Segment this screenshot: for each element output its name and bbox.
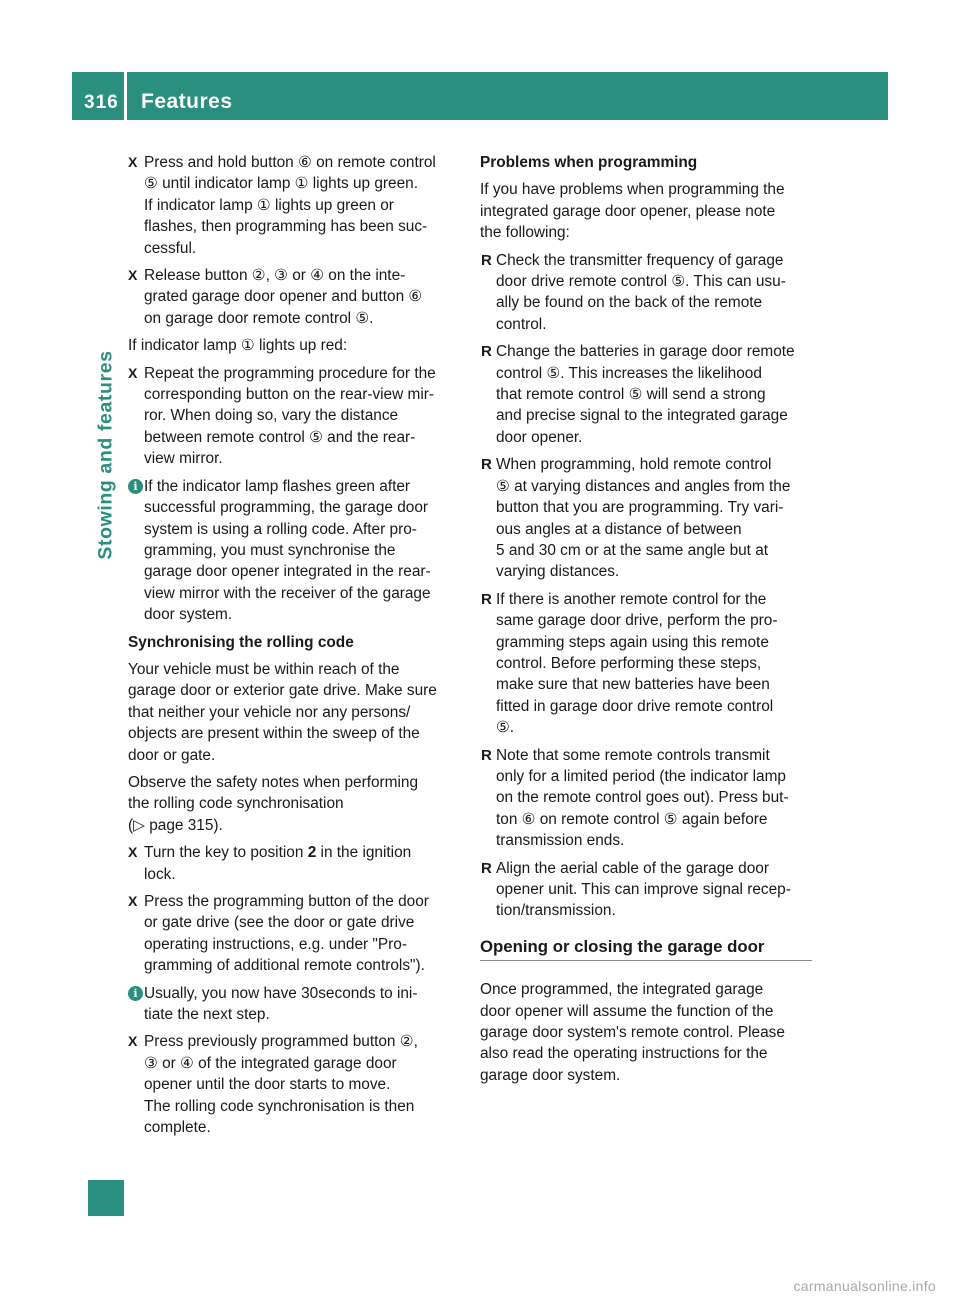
text-line: same garage door drive, perform the pro- (496, 612, 778, 630)
side-tab-marker (88, 1180, 124, 1216)
text-line: tiate the next step. (144, 1006, 270, 1024)
step-release (128, 265, 462, 329)
bullet-marker: R (481, 456, 492, 474)
sync-paragraph (128, 659, 462, 766)
step-marker: X (128, 844, 138, 861)
text-line: transmission ends. (496, 832, 625, 850)
text-line: view mirror with the receiver of the garage (144, 584, 431, 602)
text-line: Check the transmitter frequency of garage (496, 251, 784, 269)
text-line: ror. When doing so, vary the distance (144, 407, 399, 425)
problems-heading: Problems when programming (480, 154, 698, 171)
opening-paragraph (480, 979, 814, 1086)
watermark: carmanualsonline.info (793, 1278, 936, 1294)
text-line: The rolling code synchronisation is then (144, 1097, 415, 1115)
text-line: gramming steps again using this remote (496, 633, 769, 651)
text-line (144, 842, 462, 863)
section-title: Features (141, 90, 233, 113)
text-line: If you have problems when programming the (480, 181, 785, 199)
step-marker: X (128, 1033, 138, 1050)
text-line: ous angles at a distance of between (496, 520, 742, 538)
text-line: Change the batteries in garage door remote (496, 343, 795, 361)
text-line: fitted in garage door drive remote control (496, 697, 774, 715)
text-line: view mirror. (144, 450, 223, 468)
text-line: Press the programming button of the door (144, 893, 429, 910)
text-line: Release button ②, ③ or ④ on the inte- (144, 267, 406, 285)
text-line: successful programming, the garage door (144, 499, 429, 517)
text-line: control ⑤. This increases the likelihood (496, 364, 762, 382)
sync-heading: Synchronising the rolling code (128, 633, 354, 651)
bullet-check-frequency (480, 250, 814, 336)
text-line: ton ⑥ on remote control ⑤ again before (496, 810, 768, 828)
text-line: If the indicator lamp flashes green after (144, 477, 411, 495)
info-rolling-code (128, 476, 462, 626)
text-line: system is using a rolling code. After pro- (144, 520, 417, 538)
text-line: that neither your vehicle nor any persons/ (128, 703, 411, 721)
text-line: tion/transmission. (496, 902, 616, 920)
header-divider (124, 72, 127, 120)
text-line: objects are present within the sweep of the (128, 725, 420, 743)
text-line: gramming, you must synchronise the (144, 541, 396, 559)
bullet-another-remote (480, 589, 814, 739)
bullet-marker: R (481, 343, 492, 361)
text-line: gramming of additional remote controls"). (144, 957, 425, 975)
side-tab-label: Stowing and features (94, 350, 117, 560)
key-position: 2 (307, 844, 317, 862)
text-line: garage door system's remote control. Please (480, 1024, 785, 1042)
text-line: that remote control ⑤ will send a strong (496, 386, 766, 404)
text-line: opener until the door starts to move. (144, 1076, 391, 1094)
text-line: the following: (480, 224, 570, 242)
text-line: complete. (144, 1119, 211, 1137)
right-column (480, 152, 814, 1092)
text-line: ally be found on the back of the remote (496, 294, 763, 312)
bullet-marker: R (481, 859, 492, 877)
text-line: and precise signal to the integrated garage (496, 407, 788, 425)
text-line: 5 and 30 cm or at the same angle but at (496, 541, 769, 559)
bullet-change-batteries (480, 341, 814, 448)
step-press-door-button (128, 891, 462, 977)
opening-heading: Opening or closing the garage door (480, 936, 812, 961)
page-reference-link[interactable]: (▷ page 315). (128, 816, 223, 834)
text-line: on garage door remote control ⑤. (144, 309, 374, 327)
text-line: Note that some remote controls transmit (496, 746, 770, 764)
text-line: garage door or exterior gate drive. Make sure (128, 682, 437, 700)
text-line: lock. (144, 865, 176, 883)
text-line: corresponding button on the rear-view mir- (144, 386, 434, 404)
text-line: ③ or ④ of the integrated garage door (144, 1054, 397, 1072)
text-line: If there is another remote control for the (496, 590, 767, 608)
text-line: grated garage door opener and button ⑥ (144, 288, 423, 306)
step-marker: X (128, 364, 138, 381)
text-line: control. (496, 315, 547, 333)
text-line: cessful. (144, 239, 197, 257)
text-line: on the remote control goes out). Press but- (496, 789, 789, 807)
text-line: also read the operating instructions for the (480, 1045, 768, 1063)
text-line: Usually, you now have 30seconds to ini- (144, 984, 418, 1002)
text-span: Turn the key to position (144, 844, 308, 862)
left-column (128, 152, 462, 1144)
text-line: make sure that new batteries have been (496, 676, 770, 694)
text-line: Repeat the programming procedure for the (144, 364, 436, 382)
text-line: garage door system. (480, 1066, 621, 1084)
text-line: door opener. (496, 428, 583, 446)
text-line: If indicator lamp ① lights up green or (144, 196, 394, 214)
text-line: ⑤ until indicator lamp ① lights up green. (144, 175, 418, 193)
info-icon: i (128, 986, 143, 1001)
info-icon: i (128, 479, 143, 494)
step-turn-key (128, 842, 462, 885)
text-line: door or gate. (128, 746, 216, 764)
text-line: garage door opener integrated in the rear- (144, 563, 431, 581)
text-line: control. Before performing these steps, (496, 654, 762, 672)
text-line: the rolling code synchronisation (128, 795, 344, 813)
text-line: When programming, hold remote control (496, 456, 772, 474)
text-line: Observe the safety notes when performing (128, 773, 419, 791)
bullet-marker: R (481, 590, 492, 608)
info-30-seconds (128, 983, 462, 1026)
text-line: operating instructions, e.g. under "Pro- (144, 935, 407, 953)
text-line: door opener will assume the function of the (480, 1002, 774, 1020)
text-line: flashes, then programming has been suc- (144, 218, 428, 236)
text-line: integrated garage door opener, please note (480, 202, 776, 220)
text-line: Your vehicle must be within reach of the (128, 660, 400, 678)
text-line: door system. (144, 606, 233, 624)
safety-paragraph (128, 772, 462, 836)
text-line: opener unit. This can improve signal recep- (496, 881, 791, 898)
text-line: between remote control ⑤ and the rear- (144, 428, 416, 446)
text-line: button that you are programming. Try vari- (496, 499, 784, 517)
red-lamp-text: If indicator lamp ① lights up red: (128, 337, 348, 355)
text-line: ⑤ at varying distances and angles from the (496, 477, 791, 495)
text-line: Once programmed, the integrated garage (480, 981, 764, 999)
step-marker: X (128, 893, 138, 909)
text-span: in the ignition (316, 844, 412, 862)
problems-intro (480, 179, 814, 243)
bullet-limited-period (480, 745, 814, 852)
step-press-hold (128, 152, 462, 259)
step-press-programmed (128, 1031, 462, 1138)
text-line: Align the aerial cable of the garage door (496, 859, 769, 877)
text-line: door drive remote control ⑤. This can usu- (496, 273, 786, 291)
step-repeat (128, 363, 462, 470)
text-line: only for a limited period (the indicator lamp (496, 767, 786, 785)
text-line: Press previously programmed button ②, (144, 1033, 418, 1051)
step-marker: X (128, 154, 138, 170)
text-line: ⑤. (496, 719, 515, 737)
text-line: or gate drive (see the door or gate drive (144, 914, 415, 932)
step-marker: X (128, 267, 138, 284)
bullet-marker: R (481, 251, 492, 269)
bullet-marker: R (481, 746, 492, 764)
bullet-align-aerial (480, 858, 814, 922)
text-line: Press and hold button ⑥ on remote control (144, 154, 436, 171)
bullet-vary-distance (480, 454, 814, 582)
page-number: 316 (84, 92, 119, 113)
text-line: varying distances. (496, 563, 620, 581)
